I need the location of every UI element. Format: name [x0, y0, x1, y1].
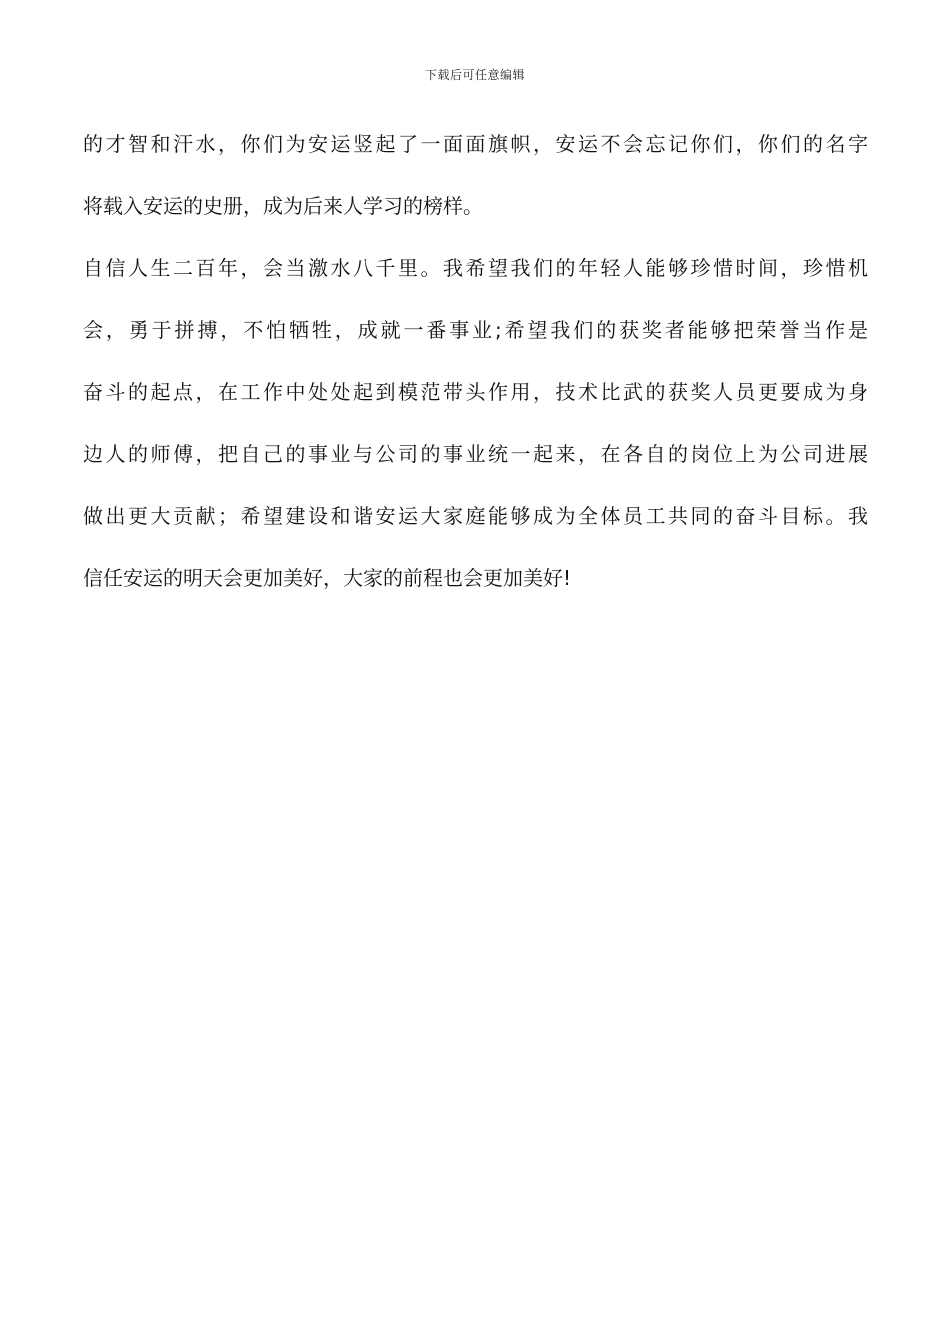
text-line: 边人的师傅，把自己的事业与公司的事业统一起来，在各自的岗位上为公司进展 — [83, 442, 868, 466]
text-line: 的才智和汗水，你们为安运竖起了一面面旗帜，安运不会忘记你们，你们的名字 — [83, 132, 868, 156]
text-line: 做出更大贡献；希望建设和谐安运大家庭能够成为全体员工共同的奋斗目标。我 — [83, 504, 868, 528]
document-body — [83, 113, 868, 609]
text-line: 奋斗的起点，在工作中处处起到模范带头作用，技术比武的获奖人员更要成为身 — [83, 380, 868, 404]
text-line: 自信人生二百年，会当激水八千里。我希望我们的年轻人能够珍惜时间，珍惜机 — [83, 256, 868, 280]
text-line: 信任安运的明天会更加美好，大家的前程也会更加美好! — [83, 566, 572, 590]
text-line: 将载入安运的史册，成为后来人学习的榜样。 — [83, 194, 483, 218]
text-line: 会，勇于拼搏，不怕牺牲，成就一番事业;希望我们的获奖者能够把荣誉当作是 — [83, 318, 868, 342]
page-header: 下载后可任意编辑 — [424, 68, 525, 82]
